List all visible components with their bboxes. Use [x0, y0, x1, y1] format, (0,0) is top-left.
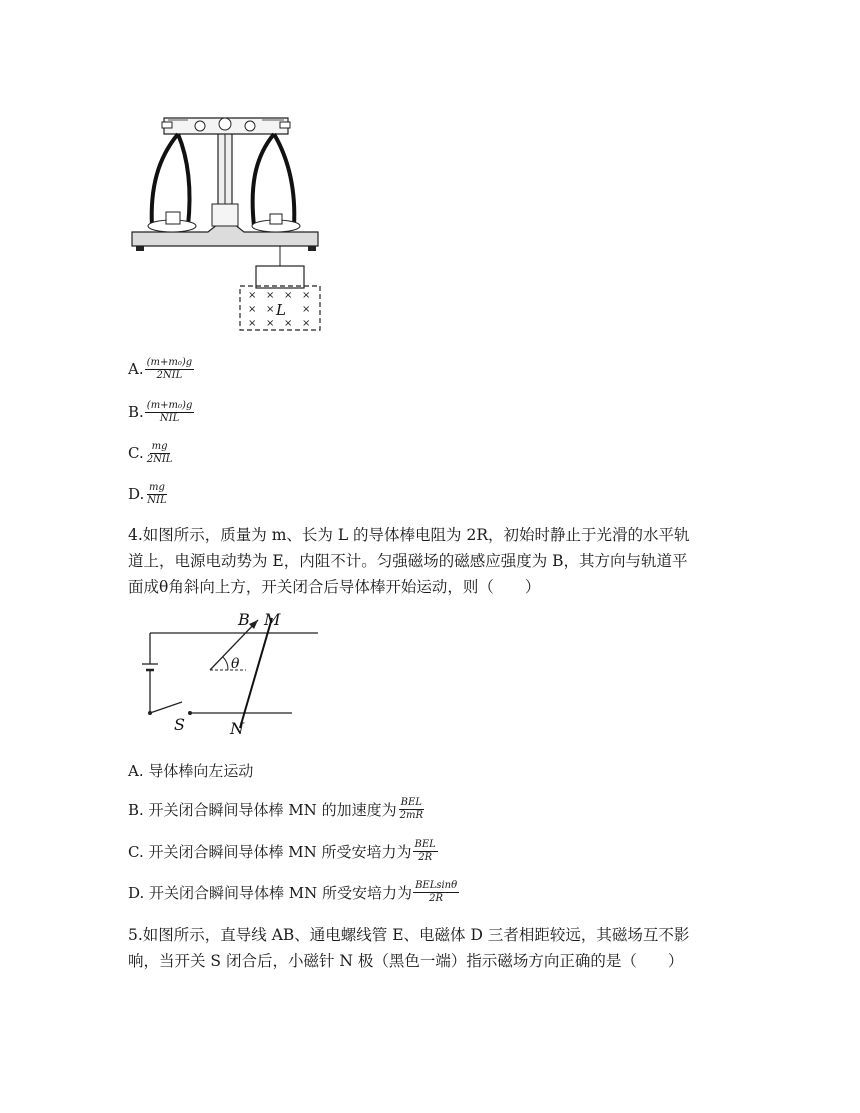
option-prefix: B.: [128, 403, 144, 421]
q4-line-2: 道上，电源电动势为 E，内阻不计。匀强磁场的磁感应强度为 B，其方向与轨道平: [128, 552, 688, 570]
label-n: N: [230, 719, 244, 736]
numerator: mg: [151, 441, 168, 452]
fraction: [145, 441, 175, 465]
svg-text:×: ×: [302, 318, 311, 329]
q4-option-d[interactable]: [128, 880, 459, 904]
numerator: mg: [148, 482, 165, 493]
coil-label: L: [276, 301, 286, 319]
fraction: [413, 839, 438, 863]
q4-question: [128, 522, 738, 600]
option-prefix: C.: [128, 444, 144, 462]
option-text: D. 开关闭合瞬间导体棒 MN 所受安培力为: [128, 883, 413, 902]
rail-circuit-figure: [140, 606, 320, 736]
numerator: BEL: [414, 839, 436, 850]
q5-line-2: 响，当开关 S 闭合后，小磁针 N 极（黑色一端）指示磁场方向正确的是（ ）: [128, 952, 684, 970]
numerator: (m+m₀)g: [146, 357, 193, 368]
denominator: 2NIL: [156, 369, 183, 381]
svg-text:×: ×: [266, 304, 275, 315]
svg-text:×: ×: [284, 318, 293, 329]
q5-question: [128, 922, 738, 974]
denominator: NIL: [147, 494, 167, 506]
svg-text:×: ×: [248, 290, 257, 301]
svg-text:×: ×: [266, 318, 275, 329]
fraction: [145, 357, 195, 381]
numerator: (m+m₀)g: [146, 400, 193, 411]
fraction: [145, 400, 195, 424]
q5-line-1: 5.如图所示，直导线 AB、通电螺线管 E、电磁体 D 三者相距较远，其磁场互不影: [128, 926, 690, 944]
current-balance-figure: [128, 108, 324, 334]
svg-text:×: ×: [284, 290, 293, 301]
option-prefix: D.: [128, 485, 145, 503]
denominator: 2R: [429, 892, 444, 904]
option-text: B. 开关闭合瞬间导体棒 MN 的加速度为: [128, 800, 397, 819]
fraction: [398, 797, 425, 821]
q4-line-3: 面成θ角斜向上方，开关闭合后导体棒开始运动，则（ ）: [128, 578, 541, 596]
svg-text:×: ×: [248, 304, 257, 315]
q3-option-c[interactable]: [128, 441, 174, 465]
q4-option-a[interactable]: [128, 760, 253, 781]
q4-option-b[interactable]: [128, 797, 425, 821]
svg-text:×: ×: [302, 290, 311, 301]
fraction: [145, 482, 168, 506]
q3-option-b[interactable]: [128, 400, 194, 424]
label-b: B: [238, 610, 250, 629]
numerator: BELsinθ: [415, 880, 458, 891]
q4-option-c[interactable]: [128, 839, 438, 863]
fraction: [413, 880, 459, 904]
numerator: BEL: [400, 797, 422, 808]
denominator: 2NIL: [146, 453, 173, 465]
label-theta: θ: [231, 656, 240, 672]
svg-text:×: ×: [248, 318, 257, 329]
label-m: M: [264, 610, 281, 629]
svg-text:×: ×: [302, 304, 311, 315]
option-text: A. 导体棒向左运动: [128, 762, 254, 780]
option-prefix: A.: [128, 360, 144, 378]
denominator: NIL: [159, 412, 180, 424]
q3-option-d[interactable]: [128, 482, 169, 506]
denominator: 2mR: [399, 809, 423, 821]
label-s: S: [174, 715, 185, 734]
q4-line-1: 4.如图所示，质量为 m、长为 L 的导体棒电阻为 2R，初始时静止于光滑的水平轨: [128, 526, 690, 544]
q3-option-a[interactable]: [128, 357, 194, 381]
denominator: 2R: [418, 851, 433, 863]
svg-text:×: ×: [266, 290, 275, 301]
option-text: C. 开关闭合瞬间导体棒 MN 所受安培力为: [128, 842, 412, 861]
